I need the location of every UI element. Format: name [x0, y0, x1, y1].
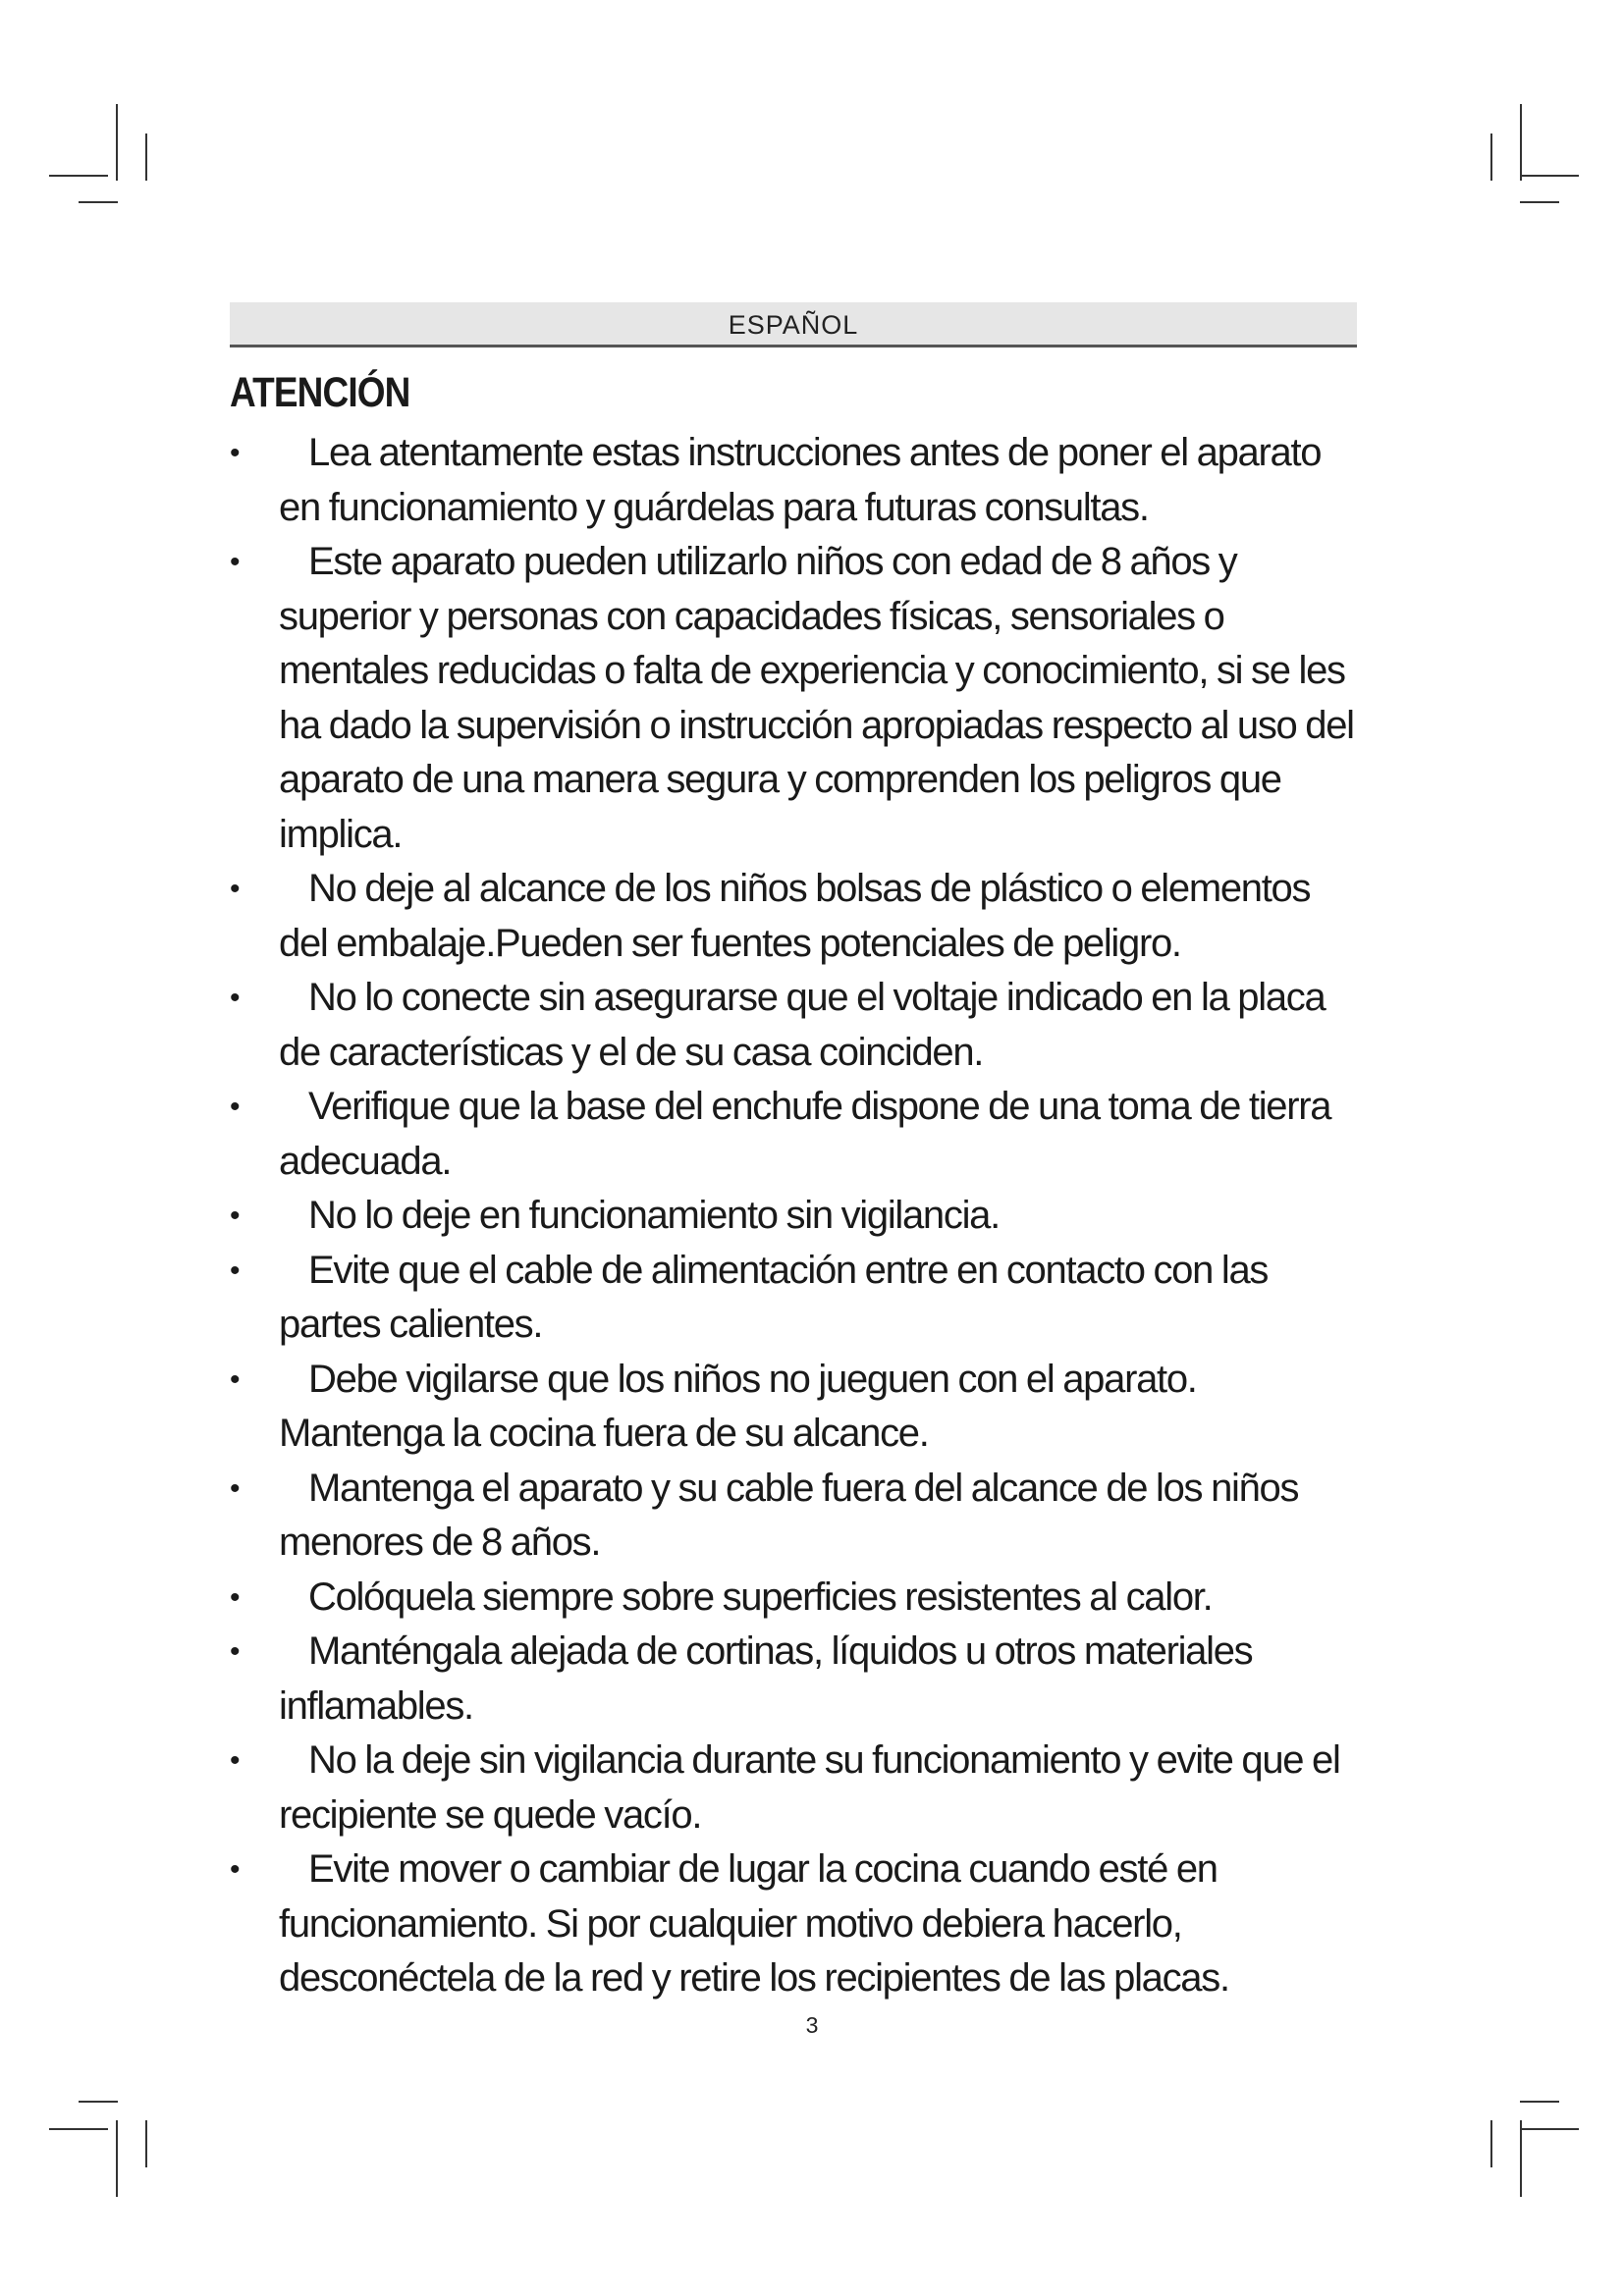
bullet-icon: • [230, 1091, 240, 1123]
bullet-icon: • [230, 1853, 240, 1886]
bullet-icon: • [230, 1744, 240, 1777]
list-item [230, 1625, 1357, 1734]
list-item-text: No deje al alcance de los niños bolsas de plástico o elementos del embalaje.Pueden ser fuentes potenciales de peligro. [279, 867, 1311, 965]
warning-list [230, 426, 1357, 2006]
list-item-text: No la deje sin vigilancia durante su funcionamiento y evite que el recipiente se quede vacío. [279, 1738, 1340, 1837]
list-item-text: Mantenga el aparato y su cable fuera del alcance de los niños menores de 8 años. [279, 1466, 1299, 1564]
list-item [230, 1080, 1357, 1189]
list-item-text: Evite mover o cambiar de lugar la cocina cuando esté en funcionamiento. Si por cualquier motivo debiera hacerlo, desconéctela de la red y retire los recipientes de las placas. [279, 1847, 1229, 2000]
crop-mark-top-left-vertical-outer [116, 104, 118, 181]
crop-mark-top-right-vertical-inner [1490, 133, 1492, 181]
list-item [230, 426, 1357, 535]
bullet-icon: • [230, 1362, 240, 1396]
bullet-icon: • [230, 873, 240, 905]
manual-page [230, 302, 1357, 2006]
crop-mark-top-left-horizontal [49, 175, 108, 177]
list-item-text: Este aparato pueden utilizarlo niños con edad de 8 años y superior y personas con capacidades físicas, sensoriales o mentales reducidas o falta de experiencia y conocimiento, si se les ha dado la supervisión o instrucción apropiadas respecto al uso del aparato de una manera segura y comprenden los peligros que implica. [279, 540, 1354, 856]
bullet-icon: • [230, 546, 240, 578]
list-item [230, 1244, 1357, 1353]
bullet-icon: • [230, 982, 240, 1014]
list-item [230, 971, 1357, 1080]
list-item [230, 1571, 1357, 1626]
page-title: ATENCIÓN [230, 369, 410, 416]
crop-mark-top-right-horizontal [1520, 175, 1579, 177]
list-item-text: Verifique que la base del enchufe dispone de una toma de tierra adecuada. [279, 1085, 1331, 1183]
crop-mark-bottom-right-vertical-outer [1520, 2120, 1522, 2197]
list-item-text: Lea atentamente estas instrucciones antes de poner el aparato en funcionamiento y guárdelas para futuras consultas. [279, 431, 1322, 529]
list-item-text: Evite que el cable de alimentación entre en contacto con las partes calientes. [279, 1248, 1269, 1346]
list-item-text: No lo conecte sin asegurarse que el voltaje indicado en la placa de características y el de su casa coinciden. [279, 976, 1326, 1074]
list-item-text: Debe vigilarse que los niños no jueguen con el aparato. Mantenga la cocina fuera de su alcance. [279, 1357, 1197, 1455]
crop-mark-top-left-vertical-inner [145, 133, 147, 181]
crop-mark-top-right-horizontal-inner [1520, 201, 1559, 203]
crop-mark-bottom-right-vertical-inner [1490, 2120, 1492, 2167]
bullet-icon: • [230, 437, 240, 469]
bullet-icon: • [230, 1580, 240, 1614]
crop-mark-top-right-vertical-outer [1520, 104, 1522, 181]
list-item [230, 1462, 1357, 1571]
bullet-icon: • [230, 1635, 240, 1668]
crop-mark-bottom-left-vertical-outer [116, 2120, 118, 2197]
bullet-icon: • [230, 1200, 240, 1232]
list-item [230, 1353, 1357, 1462]
list-item [230, 862, 1357, 971]
list-item [230, 1189, 1357, 1244]
list-item-text: Colóquela siempre sobre superficies resistentes al calor. [308, 1575, 1213, 1619]
list-item [230, 1842, 1357, 2006]
crop-mark-bottom-left-horizontal-inner [79, 2101, 118, 2103]
page-number: 3 [805, 2012, 819, 2038]
list-item [230, 535, 1357, 862]
bullet-icon: • [230, 1471, 240, 1505]
crop-mark-top-left-horizontal-inner [79, 201, 118, 203]
bullet-icon: • [230, 1254, 240, 1287]
list-item-text: Manténgala alejada de cortinas, líquidos u otros materiales inflamables. [279, 1629, 1253, 1728]
crop-mark-bottom-left-vertical-inner [145, 2120, 147, 2167]
crop-mark-bottom-right-horizontal-inner [1520, 2101, 1559, 2103]
list-item [230, 1734, 1357, 1842]
language-header: ESPAÑOL [230, 302, 1357, 347]
crop-mark-bottom-right-horizontal [1520, 2128, 1579, 2130]
crop-mark-bottom-left-horizontal [49, 2128, 108, 2130]
list-item-text: No lo deje en funcionamiento sin vigilancia. [308, 1194, 1000, 1237]
